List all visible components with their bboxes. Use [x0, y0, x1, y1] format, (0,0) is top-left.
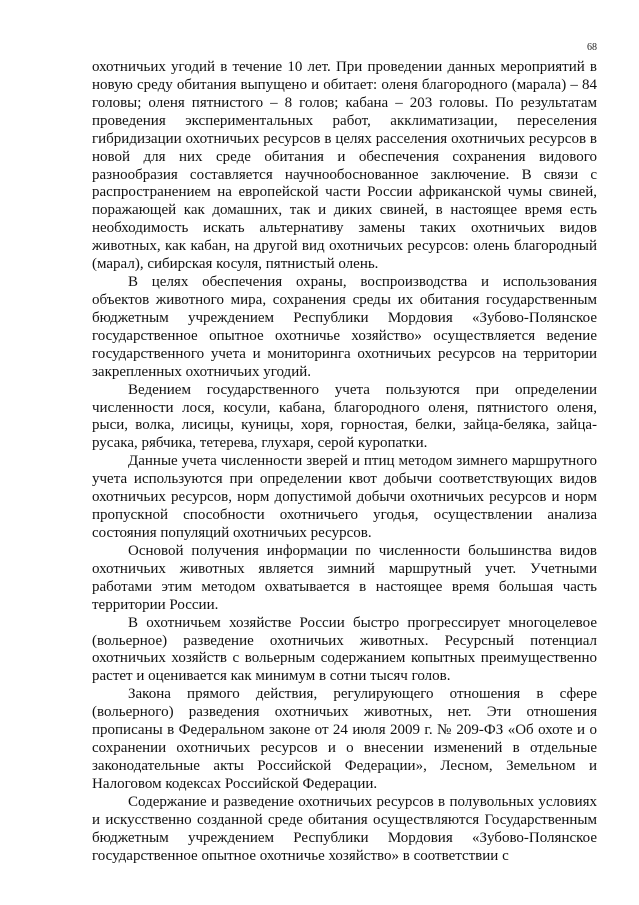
- paragraph-2: В целях обеспечения охраны, воспроизводства и использования объектов животного мира, сохранения среды их обитания государственным бюджетным учреждением Республики Мордовия «Зубово-Полянское государственное опытное охотничье хозяйство» осуществляется ведение государственного учета и мониторинга охотничьих ресурсов на территории закрепленных охотничьих угодий.: [92, 274, 597, 380]
- page-number: 68: [587, 42, 597, 53]
- paragraph-7: Закона прямого действия, регулирующего отношения в сфере (вольерного) разведения охотничьих животных, нет. Эти отношения прописаны в Федеральном законе от 24 июля 2009 г. № 209-ФЗ «Об охоте и о сохранении охотничьих ресурсов и о внесении изменений в отдельные законодательные акты Российской Федерации», Лесном, Земельном и Налоговом кодексах Российской Федерации.: [92, 686, 597, 792]
- paragraph-6: В охотничьем хозяйстве России быстро прогрессирует многоцелевое (вольерное) разведение охотничьих животных. Ресурсный потенциал охотничьих хозяйств с вольерным содержанием копытных преимущественно растет и оценивается как минимум в сотни тысяч голов.: [92, 614, 597, 685]
- paragraph-4: Данные учета численности зверей и птиц методом зимнего маршрутного учета используются при определении квот добычи соответствующих видов охотничьих ресурсов, норм допустимой добычи охотничьих ресурсов и норм пропускной способности охотничьего угодья, осуществлении анализа состояния популяций охотничьих ресурсов.: [92, 453, 597, 541]
- paragraph-5: Основой получения информации по численности большинства видов охотничьих животных является зимний маршрутный учет. Учетными работами этим методом охватывается в настоящее время большая часть территории России.: [92, 542, 597, 613]
- paragraph-1: охотничьих угодий в течение 10 лет. При проведении данных мероприятий в новую среду обитания выпущено и обитает: оленя благородного (марала) – 84 головы; оленя пятнистого – 8 голов; кабана – 203 головы. По результатам проведения экспериментальных работ, акклиматизации, переселения гибридизации охотничьих ресурсов в целях расселения охотничьих ресурсов в новой для них среде обитания и обеспечения сохранения видового разнообразия составляется научнообоснованное заключение. В связи с распространением на европейской части России африканской чумы свиней, поражающей как домашних, так и диких свиней, в настоящее время есть необходимость искать альтернативу замены таких охотничьих видов животных, как кабан, на другой вид охотничьих ресурсов: олень благородный (марал), сибирская косуля, пятнистый олень.: [92, 59, 597, 273]
- paragraph-3: Ведением государственного учета пользуются при определении численности лося, косули, кабана, благородного оленя, пятнистого оленя, рыси, волка, лисицы, куницы, хоря, горностая, белки, зайца-беляка, зайца-русака, рябчика, тетерева, глухаря, серой куропатки.: [92, 381, 597, 452]
- body-text: [92, 59, 597, 865]
- paragraph-8: Содержание и разведение охотничьих ресурсов в полувольных условиях и искусственно созданной среде обитания осуществляются Государственным бюджетным учреждением Республики Мордовия «Зубово-Полянское государственное опытное охотничье хозяйство» в соответствии с: [92, 793, 597, 864]
